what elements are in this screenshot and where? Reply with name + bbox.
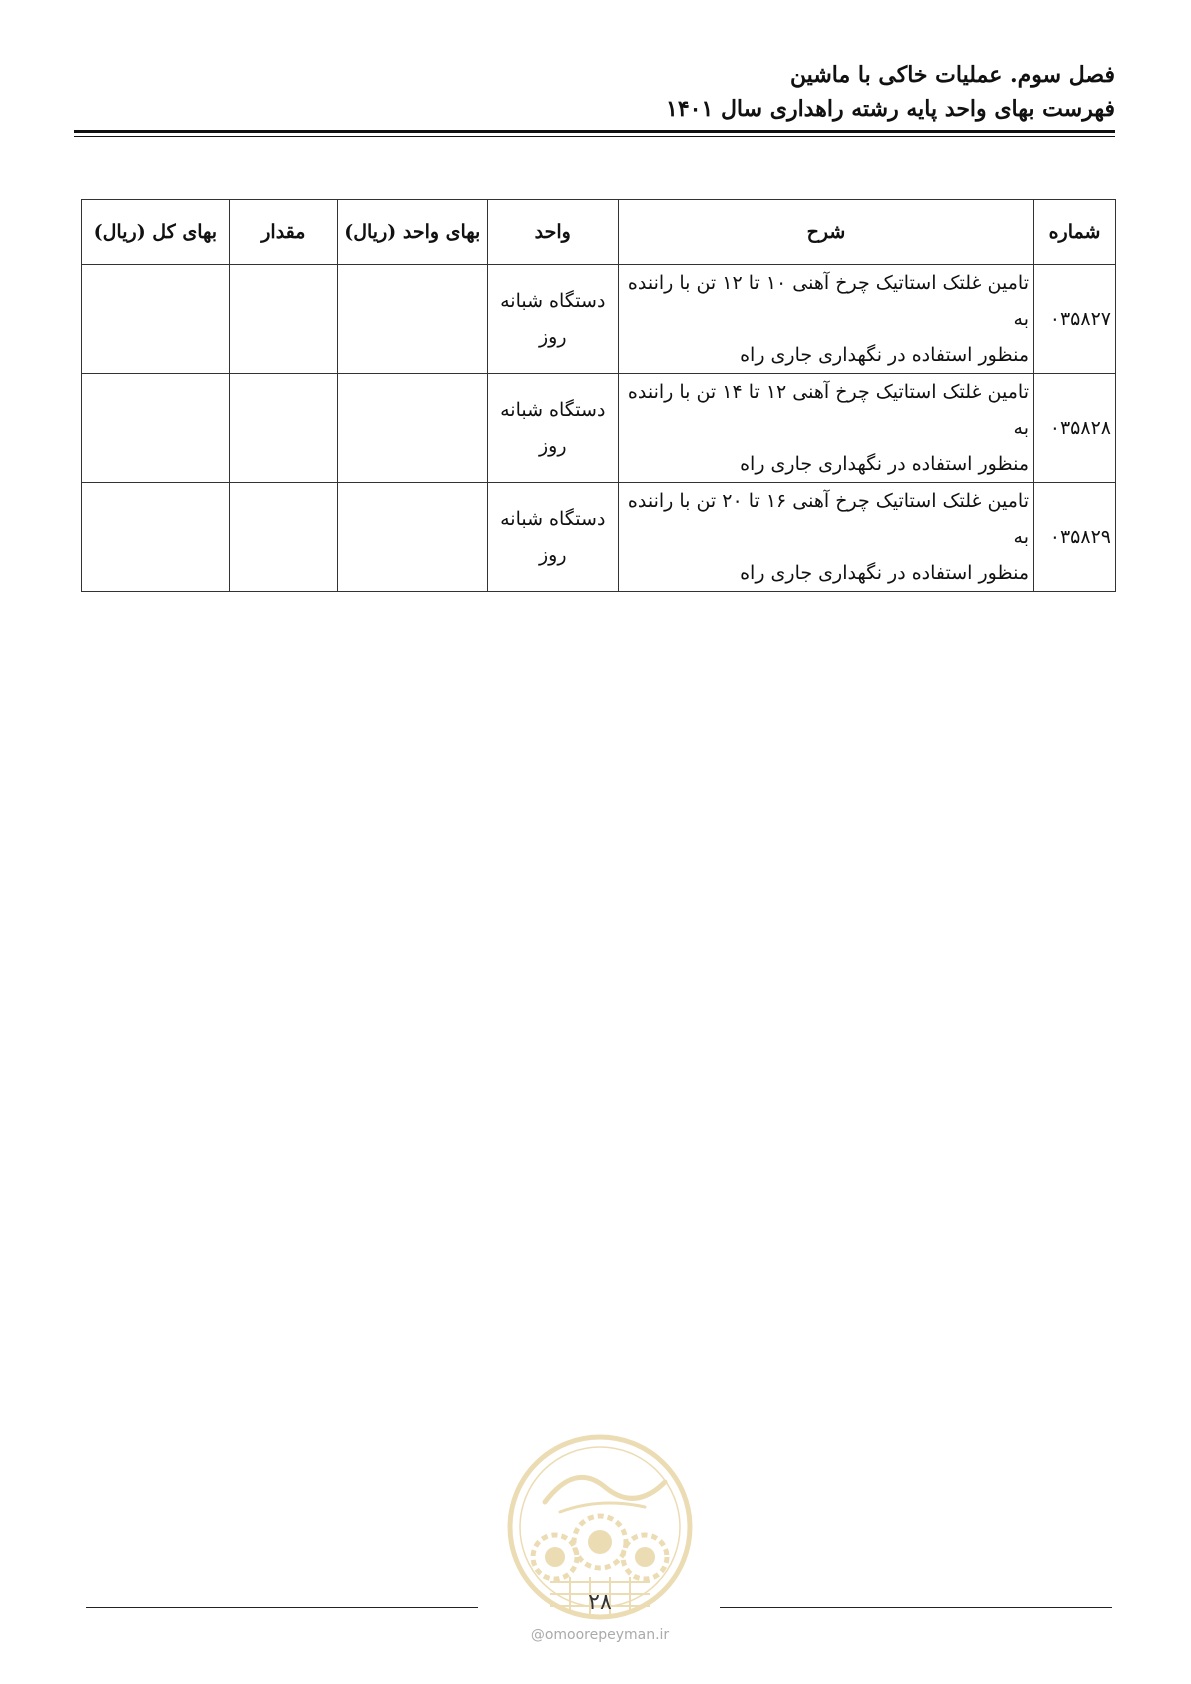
- item-unit-price: [338, 265, 488, 374]
- chapter-title: فصل سوم. عملیات خاکی با ماشین: [789, 62, 1115, 88]
- header-rule-thick: [74, 130, 1115, 133]
- item-unit-price: [338, 374, 488, 483]
- item-unit-line: روز: [538, 544, 567, 566]
- price-list-table: [81, 199, 1116, 592]
- item-unit-line: دستگاه شبانه: [500, 508, 606, 530]
- item-number: ۰۳۵۸۲۷: [1034, 265, 1116, 374]
- item-total-price: [82, 483, 230, 592]
- item-description-line: منظور استفاده در نگهداری جاری راه: [740, 453, 1029, 475]
- table-row: [82, 483, 1116, 592]
- column-header-description: شرح: [618, 200, 1033, 265]
- item-description: [618, 483, 1033, 592]
- item-unit-line: دستگاه شبانه: [500, 399, 606, 421]
- item-quantity: [229, 483, 337, 592]
- footer-rule-right: [720, 1607, 1112, 1608]
- item-unit-line: روز: [538, 435, 567, 457]
- item-number: ۰۳۵۸۲۹: [1034, 483, 1116, 592]
- item-description: [618, 265, 1033, 374]
- page-header: [666, 58, 1115, 126]
- header-rule-thin: [74, 136, 1115, 137]
- column-header-unit: واحد: [487, 200, 618, 265]
- item-unit: [487, 483, 618, 592]
- table-row: [82, 265, 1116, 374]
- column-header-unit-price: بهای واحد (ریال): [338, 200, 488, 265]
- item-unit-price: [338, 483, 488, 592]
- table-header-row: [82, 200, 1116, 265]
- item-description-line: تامین غلتک استاتیک چرخ آهنی ۱۶ تا ۲۰ تن با راننده به: [627, 490, 1029, 548]
- watermark-url: @omoorepeyman.ir: [530, 1627, 670, 1643]
- footer-rule-left: [86, 1607, 478, 1608]
- item-unit-line: روز: [538, 326, 567, 348]
- item-quantity: [229, 265, 337, 374]
- item-description-line: منظور استفاده در نگهداری جاری راه: [740, 562, 1029, 584]
- table-row: [82, 374, 1116, 483]
- column-header-quantity: مقدار: [229, 200, 337, 265]
- item-total-price: [82, 265, 230, 374]
- item-unit: [487, 374, 618, 483]
- column-header-number: شماره: [1034, 200, 1116, 265]
- item-total-price: [82, 374, 230, 483]
- item-description-line: منظور استفاده در نگهداری جاری راه: [740, 344, 1029, 366]
- page-number: ۲۸: [588, 1590, 612, 1615]
- item-unit: [487, 265, 618, 374]
- item-description-line: تامین غلتک استاتیک چرخ آهنی ۱۰ تا ۱۲ تن با راننده به: [627, 272, 1029, 330]
- column-header-total-price: بهای کل (ریال): [82, 200, 230, 265]
- item-unit-line: دستگاه شبانه: [500, 290, 606, 312]
- item-description-line: تامین غلتک استاتیک چرخ آهنی ۱۲ تا ۱۴ تن با راننده به: [627, 381, 1029, 439]
- item-description: [618, 374, 1033, 483]
- item-quantity: [229, 374, 337, 483]
- item-number: ۰۳۵۸۲۸: [1034, 374, 1116, 483]
- document-subtitle: فهرست بهای واحد پایه رشته راهداری سال ۱۴۰۱: [666, 96, 1115, 122]
